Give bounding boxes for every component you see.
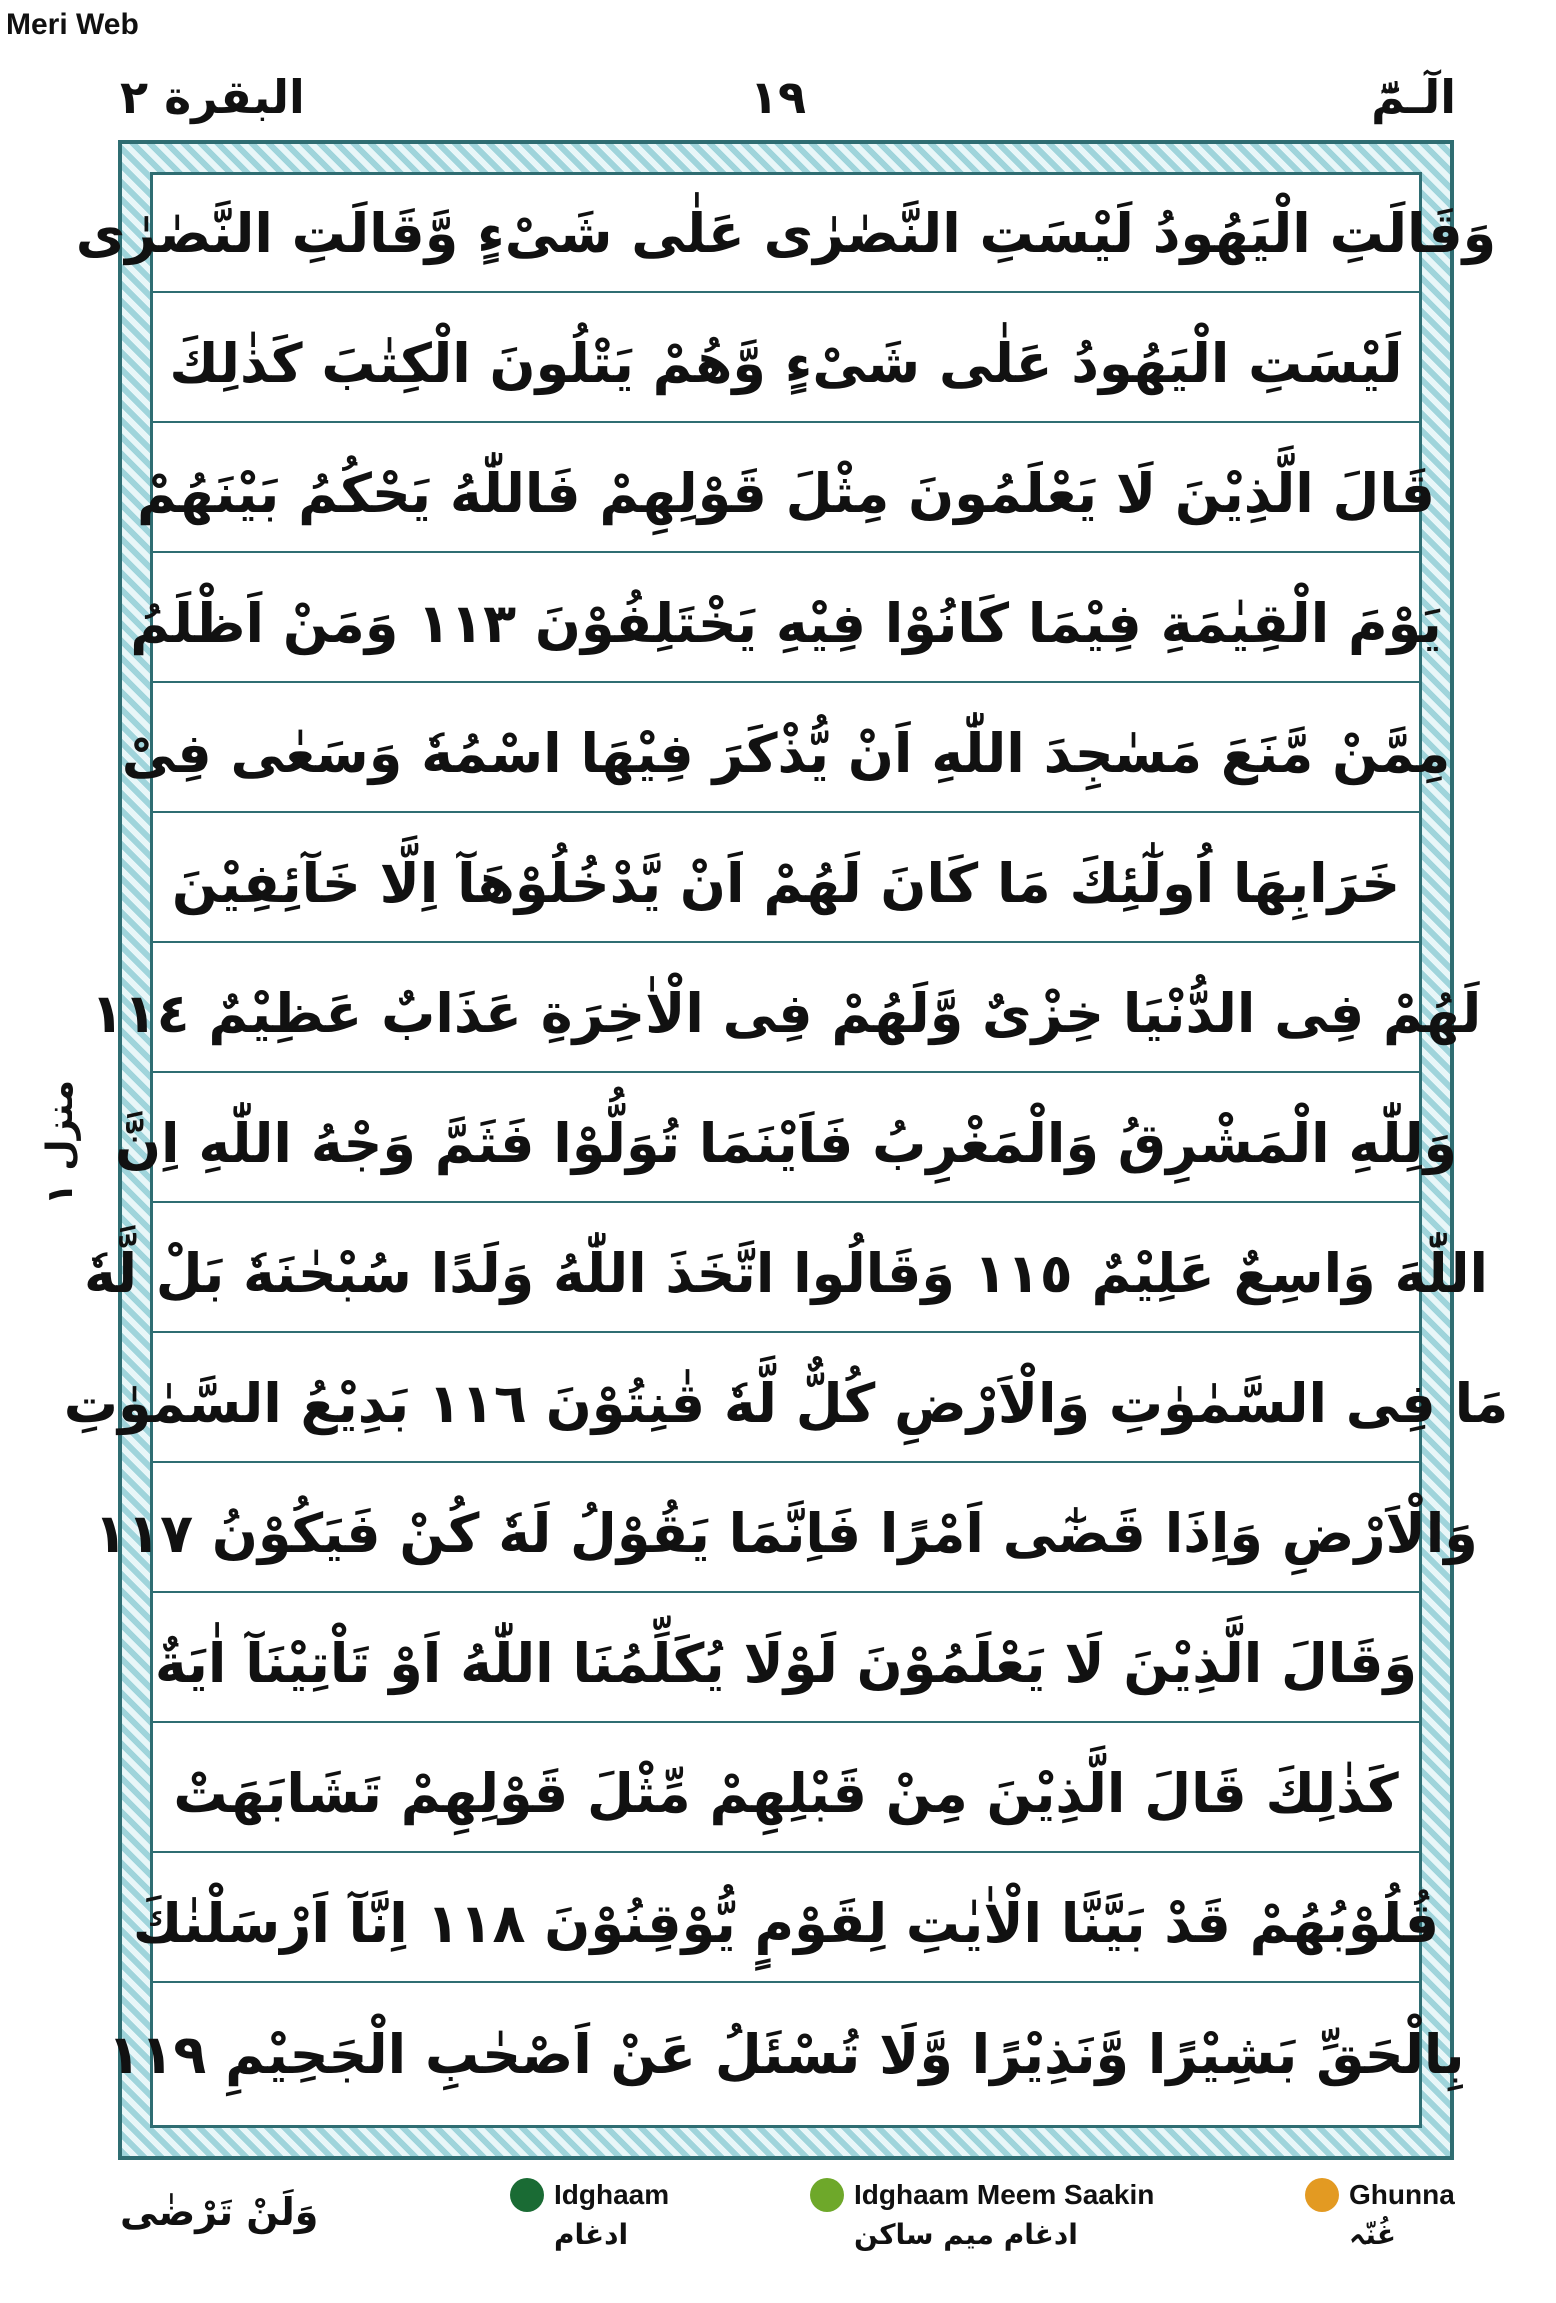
ghunna-dot-icon	[1305, 2178, 1339, 2212]
legend-arabic: غُنّہ	[1349, 2218, 1396, 2251]
ayah-line: بِالْحَقِّ بَشِيْرًا وَّنَذِيْرًا وَّلَا تُسْئَلُ عَنْ اَصْحٰبِ الْجَحِيْمِ ١١٩	[107, 2022, 1465, 2086]
header-surah-name: الٓـمّٓ	[1371, 70, 1456, 124]
header-surah-index: البقرة ٢	[120, 70, 305, 124]
ayah-line: وَقَالَ الَّذِيْنَ لَا يَعْلَمُوْنَ لَوْلَا يُكَلِّمُنَا اللّٰهُ اَوْ تَاْتِيْنَآ اٰيَةٌ	[153, 1605, 1419, 1723]
page-border-frame	[63, 140, 1509, 2160]
ayah-line: وَالْاَرْضِ وَاِذَا قَضٰٓى اَمْرًا فَاِنَّمَا يَقُوْلُ لَهٗ كُنْ فَيَكُوْنُ ١١٧	[153, 1475, 1419, 1593]
ayah-line: قَالَ الَّذِيْنَ لَا يَعْلَمُونَ مِثْلَ قَوْلِهِمْ فَاللّٰهُ يَحْكُمُ بَيْنَهُمْ	[153, 435, 1419, 553]
page-number: ١٩	[749, 70, 807, 124]
legend-label: Idghaam	[554, 2179, 670, 2210]
legend-label: Idghaam Meem Saakin	[854, 2179, 1155, 2210]
ayah-line: قُلُوْبُهُمْ قَدْ بَيَّنَّا الْاٰيٰتِ لِقَوْمٍ يُّوْقِنُوْنَ ١١٨ اِنَّآ اَرْسَلْنٰكَ	[153, 1865, 1419, 1983]
ayah-line: لَهُمْ فِى الدُّنْيَا خِزْىٌ وَّلَهُمْ فِى الْاٰخِرَةِ عَذَابٌ عَظِيْمٌ ١١٤	[153, 955, 1419, 1073]
manzil-label: منزل ١	[40, 1080, 81, 1206]
legend-label: Ghunna	[1349, 2179, 1455, 2210]
ayah-line: كَذٰلِكَ قَالَ الَّذِيْنَ مِنْ قَبْلِهِمْ مِّثْلَ قَوْلِهِمْ تَشَابَهَتْ	[153, 1735, 1419, 1853]
legend-arabic: ادغام میم ساکن	[854, 2218, 1078, 2251]
legend-ghunna	[1305, 2178, 1455, 2251]
ayah-line: خَرَابِهَا اُولٰٓئِكَ مَا كَانَ لَهُمْ اَنْ يَّدْخُلُوْهَآ اِلَّا خَآئِفِيْنَ	[153, 825, 1419, 943]
legend-arabic: ادغام	[554, 2218, 629, 2251]
ayah-line: لَيْسَتِ الْيَهُودُ عَلٰى شَىْءٍ وَّهُمْ يَتْلُونَ الْكِتٰبَ كَذٰلِكَ	[153, 305, 1419, 423]
ayah-lines	[63, 175, 1509, 2125]
ayah-line: وَلِلّٰهِ الْمَشْرِقُ وَالْمَغْرِبُ فَاَيْنَمَا تُوَلُّوْا فَثَمَّ وَجْهُ اللّٰهِ اِنَّ	[153, 1085, 1419, 1203]
ayah-line: وَقَالَتِ الْيَهُودُ لَيْسَتِ النَّصٰرٰى عَلٰى شَىْءٍ وَّقَالَتِ النَّصٰرٰى	[153, 175, 1419, 293]
ayah-line: مِمَّنْ مَّنَعَ مَسٰجِدَ اللّٰهِ اَنْ يُّذْكَرَ فِيْهَا اسْمُهٗ وَسَعٰى فِىْ	[153, 695, 1419, 813]
text-area	[63, 172, 1509, 2128]
legend-idghaam	[510, 2178, 669, 2251]
idghaam-dot-icon	[510, 2178, 544, 2212]
legend-idghaam-meem-saakin	[810, 2178, 1154, 2251]
ayah-line: مَا فِى السَّمٰوٰتِ وَالْاَرْضِ كُلٌّ لَّهٗ قٰنِتُوْنَ ١١٦ بَدِيْعُ السَّمٰوٰتِ	[153, 1345, 1419, 1463]
site-brand: Meri Web	[6, 8, 139, 41]
ayah-line: يَوْمَ الْقِيٰمَةِ فِيْمَا كَانُوْا فِيْهِ يَخْتَلِفُوْنَ ١١٣ وَمَنْ اَظْلَمُ	[153, 565, 1419, 683]
ayah-line: اللّٰهَ وَاسِعٌ عَلِيْمٌ ١١٥ وَقَالُوا اتَّخَذَ اللّٰهُ وَلَدًا سُبْحٰنَهٗ بَلْ لَّهٗ	[153, 1215, 1419, 1333]
next-page-catchword: وَلَنْ تَرْضٰى	[120, 2190, 319, 2234]
idghaam-meem-dot-icon	[810, 2178, 844, 2212]
